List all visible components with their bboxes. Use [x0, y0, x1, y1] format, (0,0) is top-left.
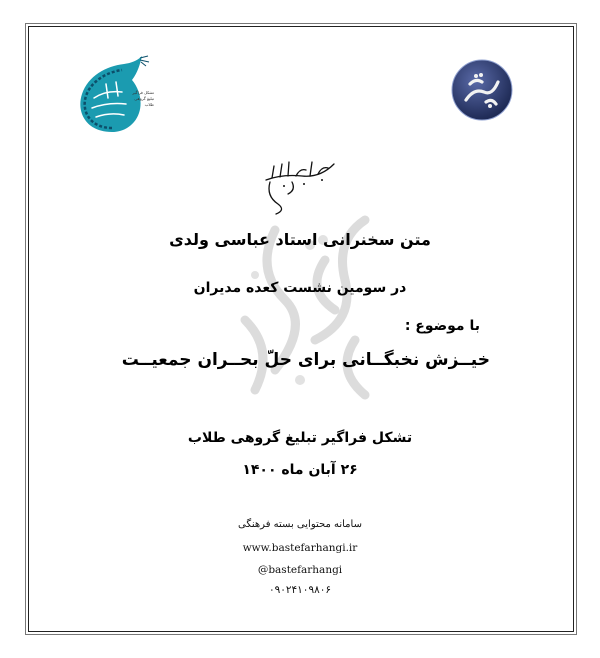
footer-website-link[interactable]: www.bastefarhangi.ir [242, 542, 358, 554]
document-subtitle: در سومین نشست کعده مدیران [193, 280, 407, 296]
document-title: متن سخنرانی استاد عباسی ولدی [169, 230, 431, 249]
basmala-calligraphy-icon [262, 156, 338, 216]
footer-handle: @bastefarhangi [257, 564, 343, 576]
document-date: ۲۶ آبان ماه ۱۴۰۰ [242, 462, 358, 478]
left-logo-caption: تشکل فراگیر تبلیغ گروهی طلاب [132, 90, 154, 107]
basteh-farhangi-round-logo-icon [450, 58, 514, 122]
footer-platform: سامانه محتوایی بسته فرهنگی [238, 519, 362, 530]
subject-title: خیــزش نخبگــانی برای حلّ بحــران جمعیــت [121, 350, 490, 370]
footer-phone: ۰۹۰۲۴۱۰۹۸۰۶ [268, 584, 332, 596]
subject-label: با موضوع : [404, 318, 480, 334]
organization-name: تشکل فراگیر تبلیغ گروهی طلاب [187, 430, 413, 446]
